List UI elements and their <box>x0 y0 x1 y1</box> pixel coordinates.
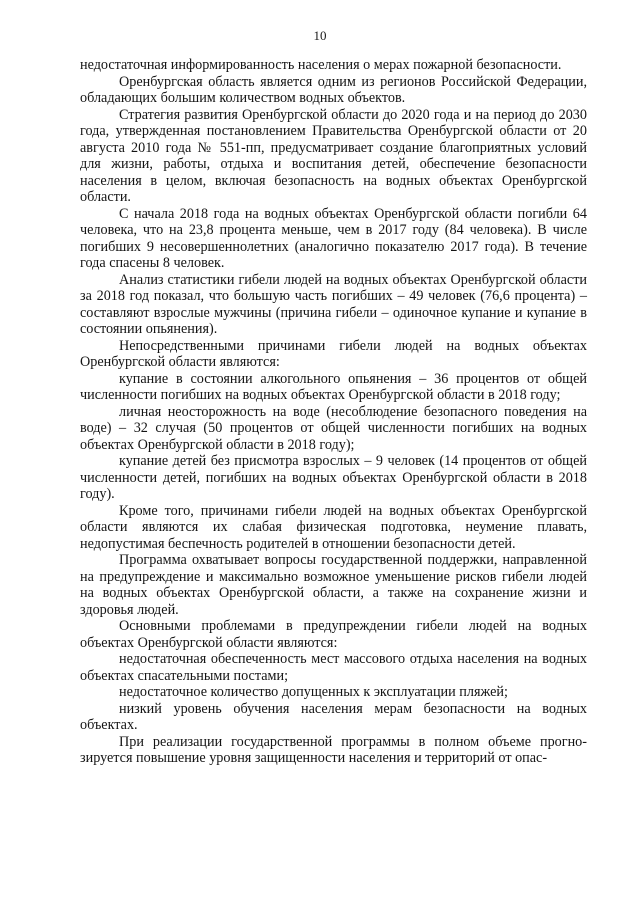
paragraph: Оренбургская область является одним из регионов Российской Федерации, обладающих большим количеством водных объектов. <box>80 73 587 106</box>
paragraph: При реализации государственной программы в полном объеме прогнозируется повышение уровня защищенности населения и территорий от опас- <box>80 733 587 766</box>
paragraph: Непосредственными причинами гибели людей на водных объектах Оренбургской области являются: <box>80 337 587 370</box>
page-number: 10 <box>313 28 327 43</box>
paragraph: Стратегия развития Оренбургской области до 2020 года и на период до 2030 года, утвержденная постановлением Правительства Оренбургской области от 20 августа 2010 года № 551-пп, предусматривает создание благоприятных условий для жизни, работы, отдыха и воспитания детей, обеспечение безопасности населения в целом, включая безопасность на водных объектах Оренбургской области. <box>80 106 587 205</box>
list-item: купание детей без присмотра взрослых – 9 человек (14 процентов от общей численности детей, погибших на водных объектах Оренбургской области в 2018 году). <box>80 453 587 502</box>
document-body <box>80 57 587 767</box>
list-item: недостаточная обеспеченность мест массового отдыха населения на водных объектах спасательными постами; <box>80 651 587 684</box>
list-item: недостаточное количество допущенных к эксплуатации пляжей; <box>119 684 508 700</box>
paragraph: Программа охватывает вопросы государственной поддержки, направленной на предупреждение и максимально возможное уменьшение рисков гибели людей на водных объектах Оренбургской области, а также на сохранение жизни и здоровья людей. <box>80 552 587 618</box>
list-item: личная неосторожность на воде (несоблюдение безопасного поведения на воде) – 32 случая (50 процентов от общей численности погибших на водных объектах Оренбургской области в 2018 году); <box>80 403 587 453</box>
list-item: купание в состоянии алкогольного опьянения – 36 процентов от общей численности погибших на водных объектах Оренбургской области в 2018 году; <box>80 370 587 403</box>
paragraph: недостаточная информированность населения о мерах пожарной безопасности. <box>80 57 562 73</box>
paragraph: Анализ статистики гибели людей на водных объектах Оренбургской области за 2018 год показал, что большую часть погибших – 49 человек (76,6 процента) – составляют взрослые мужчины (причина гибели – одиночное купание и купание в состоянии опьянения). <box>80 271 587 337</box>
paragraph: Основными проблемами в предупреждении гибели людей на водных объектах Оренбургской области являются: <box>80 618 587 651</box>
paragraph: С начала 2018 года на водных объектах Оренбургской области погибли 64 человека, что на 23,8 процента меньше, чем в 2017 году (84 человека). В числе погибших 9 несовершеннолетних (аналогично показателю 2017 года). В течение года спасены 8 человек. <box>80 205 587 271</box>
list-item: низкий уровень обучения населения мерам безопасности на водных объектах. <box>80 700 587 733</box>
paragraph: Кроме того, причинами гибели людей на водных объектах Оренбургской области являются их слабая физическая подготовка, неумение плавать, недопустимая беспечность родителей в отношении безопасности детей. <box>80 502 587 552</box>
